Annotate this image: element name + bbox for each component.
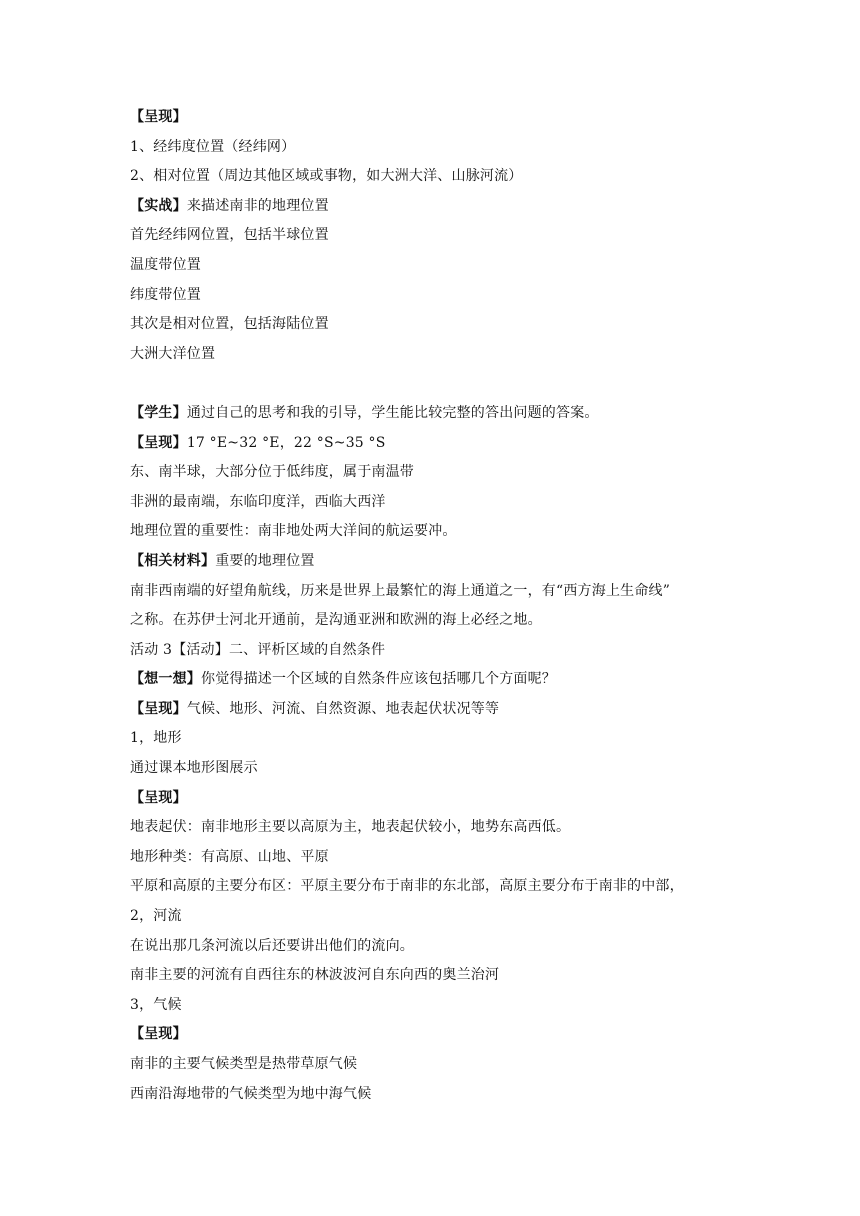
section-tag: 【实战】 — [130, 197, 187, 214]
section-tag: 【呈现】 — [130, 109, 187, 125]
line-text: 南非主要的河流有自西往东的林波波河自东向西的奥兰治河 — [130, 967, 500, 984]
line-text: 之称。在苏伊士河北开通前，是沟通亚洲和欧洲的海上必经之地。 — [130, 612, 542, 629]
document-body — [130, 103, 730, 1109]
text-line — [130, 695, 730, 725]
line-text: 南非的主要气候类型是热带草原气候 — [130, 1056, 358, 1072]
line-text: 首先经纬网位置，包括半球位置 — [130, 227, 329, 244]
text-line — [130, 724, 730, 754]
line-text: 活动 3【活动】二、评析区域的自然条件 — [130, 641, 386, 658]
text-line — [130, 1050, 730, 1080]
text-line — [130, 1020, 730, 1050]
line-text: 非洲的最南端，东临印度洋，西临大西洋 — [130, 493, 386, 510]
line-text: 通过课本地形图展示 — [130, 760, 258, 777]
line-text: 南非西南端的好望角航线，历来是世界上最繁忙的海上通道之一，有“西方海上生命线” — [130, 582, 671, 599]
line-text: 地理位置的重要性：南非地处两大洋间的航运要冲。 — [130, 523, 457, 540]
text-line — [130, 281, 730, 311]
text-line — [130, 606, 730, 636]
line-text: 地表起伏：南非地形主要以高原为主，地表起伏较小，地势东高西低。 — [130, 819, 571, 836]
line-text: 通过自己的思考和我的引导，学生能比较完整的答出问题的答案。 — [186, 404, 599, 421]
text-line — [130, 577, 730, 607]
line-text: 你觉得描述一个区域的自然条件应该包括哪几个方面呢？ — [201, 671, 556, 688]
text-line — [130, 458, 730, 488]
text-line — [130, 192, 730, 222]
text-line — [130, 636, 730, 666]
line-text: 3，气候 — [130, 996, 182, 1013]
text-line — [130, 340, 730, 370]
line-text: 2，河流 — [130, 908, 182, 925]
line-text: 大洲大洋位置 — [130, 345, 216, 362]
text-line — [130, 843, 730, 873]
text-line — [130, 517, 730, 547]
section-tag: 【呈现】 — [130, 700, 187, 717]
text-line — [130, 547, 730, 577]
line-text: 1、经纬度位置（经纬网） — [130, 138, 296, 155]
line-text: 纬度带位置 — [130, 286, 201, 303]
line-text: 其次是相对位置，包括海陆位置 — [130, 316, 329, 333]
text-line — [130, 961, 730, 991]
line-text: 17 °E~32 °E，22 °S~35 °S — [186, 434, 386, 451]
text-line — [130, 665, 730, 695]
line-text: 西南沿海地带的气候类型为地中海气候 — [130, 1085, 372, 1102]
line-text: 气候、地形、河流、自然资源、地表起伏状况等等 — [186, 700, 500, 717]
text-line — [130, 902, 730, 932]
text-line — [130, 488, 730, 518]
section-tag: 【学生】 — [130, 404, 187, 421]
section-tag: 【相关材料】 — [130, 552, 216, 569]
line-text: 温度带位置 — [130, 256, 201, 273]
section-tag: 【呈现】 — [130, 1026, 187, 1043]
text-line — [130, 103, 730, 133]
text-line — [130, 872, 730, 902]
text-line — [130, 251, 730, 281]
section-tag: 【想一想】 — [130, 671, 201, 688]
section-tag: 【呈现】 — [130, 789, 187, 806]
text-line — [130, 754, 730, 784]
text-line — [130, 133, 730, 163]
line-text: 来描述南非的地理位置 — [186, 197, 329, 214]
line-text: 重要的地理位置 — [215, 552, 315, 569]
text-line — [130, 399, 730, 429]
text-line — [130, 784, 730, 814]
line-text: 平原和高原的主要分布区：平原主要分布于南非的东北部，高原主要分布于南非的中部， — [130, 878, 684, 895]
text-line — [130, 221, 730, 251]
text-line — [130, 310, 730, 340]
line-text: 东、南半球，大部分位于低纬度，属于南温带 — [130, 464, 414, 481]
text-line — [130, 991, 730, 1021]
text-line — [130, 429, 730, 459]
line-text: 2、相对位置（周边其他区域或事物，如大洲大洋、山脉河流） — [130, 168, 523, 185]
blank-line — [130, 369, 730, 399]
text-line — [130, 932, 730, 962]
section-tag: 【呈现】 — [130, 434, 187, 451]
text-line — [130, 162, 730, 192]
text-line — [130, 813, 730, 843]
line-text: 在说出那几条河流以后还要讲出他们的流向。 — [130, 937, 414, 954]
line-text: 地形种类：有高原、山地、平原 — [130, 848, 329, 865]
text-line — [130, 1080, 730, 1110]
line-text: 1，地形 — [130, 730, 182, 747]
